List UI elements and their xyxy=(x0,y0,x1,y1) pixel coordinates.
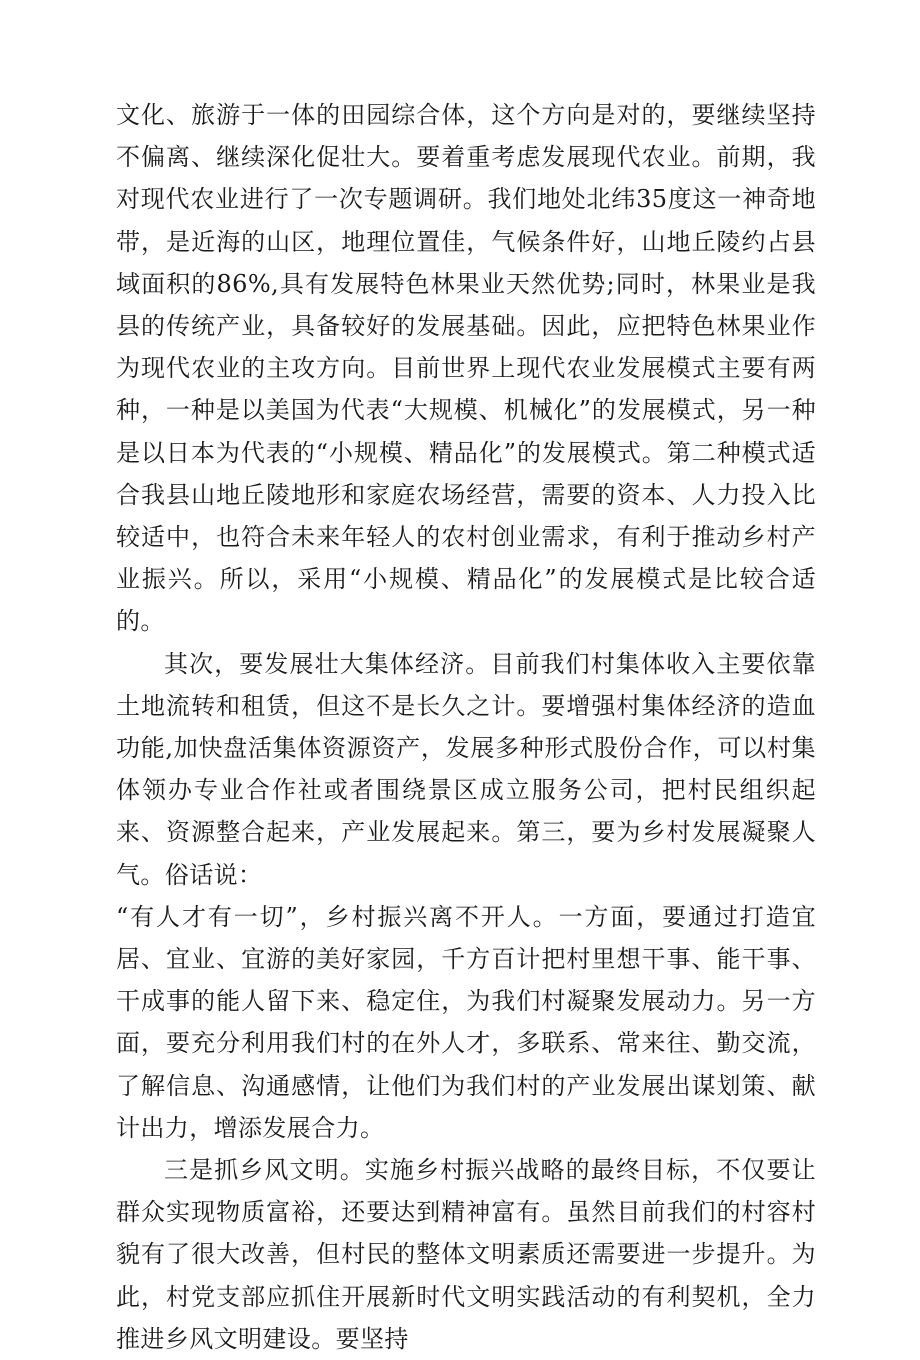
paragraph-3: “有人才有一切”，乡村振兴离不开人。一方面，要通过打造宜居、宜业、宜游的美好家园，千方百计把村里想干事、能干事、干成事的能人留下来、稳定住，为我们村凝聚发展动力。另一方面，要充分利用我们村的在外人才，多联系、常来往、勤交流，了解信息、沟通感情，让他们为我们村的产业发展出谋划策、献计出力，增添发展合力。 xyxy=(116,902,816,1142)
paragraph-4: 三是抓乡风文明。实施乡村振兴战略的最终目标，不仅要让群众实现物质富裕，还要达到精神富有。虽然目前我们的村容村貌有了很大改善，但村民的整体文明素质还需要进一步提升。为此，村党支部应抓住开展新时代文明实践活动的有利契机，全力推进乡风文明建设。要坚持 xyxy=(116,1156,816,1353)
document-body xyxy=(116,94,816,1360)
paragraph-1: 文化、旅游于一体的田园综合体，这个方向是对的，要继续坚持不偏离、继续深化促壮大。要着重考虑发展现代农业。前期，我对现代农业进行了一次专题调研。我们地处北纬35度这一神奇地带，是近海的山区，地理位置佳，气候条件好，山地丘陵约占县域面积的86%,具有发展特色林果业天然优势;同时，林果业是我县的传统产业，具备较好的发展基础。因此，应把特色林果业作为现代农业的主攻方向。目前世界上现代农业发展模式主要有两种，一种是以美国为代表“大规模、机械化”的发展模式，另一种是以日本为代表的“小规模、精品化”的发展模式。第二种模式适合我县山地丘陵地形和家庭农场经营，需要的资本、人力投入比较适中，也符合未来年轻人的农村创业需求，有利于推动乡村产业振兴。所以，采用“小规模、精品化”的发展模式是比较合适的。 xyxy=(116,101,816,636)
paragraph-2: 其次，要发展壮大集体经济。目前我们村集体收入主要依靠土地流转和租赁，但这不是长久之计。要增强村集体经济的造血功能,加快盘活集体资源资产，发展多种形式股份合作，可以村集体领办专业合作社或者围绕景区成立服务公司，把村民组织起来、资源整合起来，产业发展起来。第三，要为乡村发展凝聚人气。俗话说： xyxy=(116,649,816,889)
